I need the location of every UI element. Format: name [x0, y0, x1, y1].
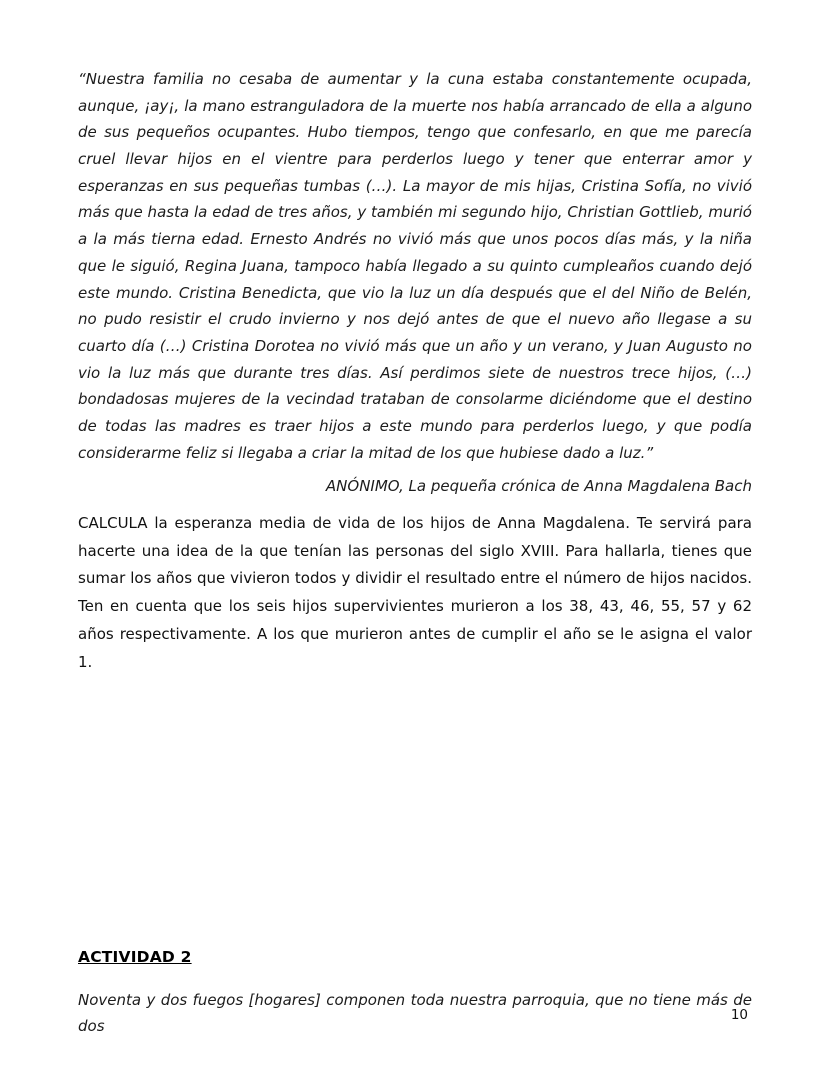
activity2-intro-text: Noventa y dos fuegos [hogares] componen toda nuestra parroquia, que no tiene más de dos	[78, 991, 752, 1035]
activity2-heading: ACTIVIDAD 2	[78, 948, 192, 967]
quote-attribution: ANÓNIMO, La pequeña crónica de Anna Magdalena Bach	[325, 477, 752, 496]
page-content	[78, 66, 752, 1039]
calcula-task-paragraph: CALCULA la esperanza media de vida de los hijos de Anna Magdalena. Te servirá para hacerte una idea de la que tenían las personas del siglo XVIII. Para hallarla, tienes que sumar los años que vivieron todos y dividir el resultado entre el número de hijos nacidos. Ten en cuenta que los seis hijos supervivientes murieron a los 38, 43, 46, 55, 57 y 62 años respectivamente. A los que murieron antes de cumplir el año se le asigna el valor 1.	[78, 513, 752, 671]
quote-paragraph: “Nuestra familia no cesaba de aumentar y la cuna estaba constantemente ocupada, aunque, ¡ay¡, la mano estranguladora de la muerte nos había arrancado de ella a alguno de sus pequeños ocupantes. Hubo tiempos, tengo que confesarlo, en que me parecía cruel llevar hijos en el vientre para perderlos luego y tener que enterrar amor y esperanzas en sus pequeñas tumbas (…). La mayor de mis hijas, Cristina Sofía, no vivió más que hasta la edad de tres años, y también mi segundo hijo, Christian Gottlieb, murió a la más tierna edad. Ernesto Andrés no vivió más que unos pocos días más, y la niña que le siguió, Regina Juana, tampoco había llegado a su quinto cumpleaños cuando dejó este mundo. Cristina Benedicta, que vio la luz un día después que el del Niño de Belén, no pudo resistir el crudo invierno y nos dejó antes de que el nuevo año llegase a su cuarto día (…) Cristina Dorotea no vivió más que un año y un verano, y Juan Augusto no vio la luz más que durante tres días. Así perdimos siete de nuestros trece hijos, (…) bondadosas mujeres de la vecindad trataban de consolarme diciéndome que el destino de todas las madres es traer hijos a este mundo para perderlos luego, y que podía considerarme feliz si llegaba a criar la mitad de los que hubiese dado a luz.”	[78, 70, 752, 462]
blank-space	[78, 676, 752, 948]
page-number: 10	[730, 1007, 748, 1023]
